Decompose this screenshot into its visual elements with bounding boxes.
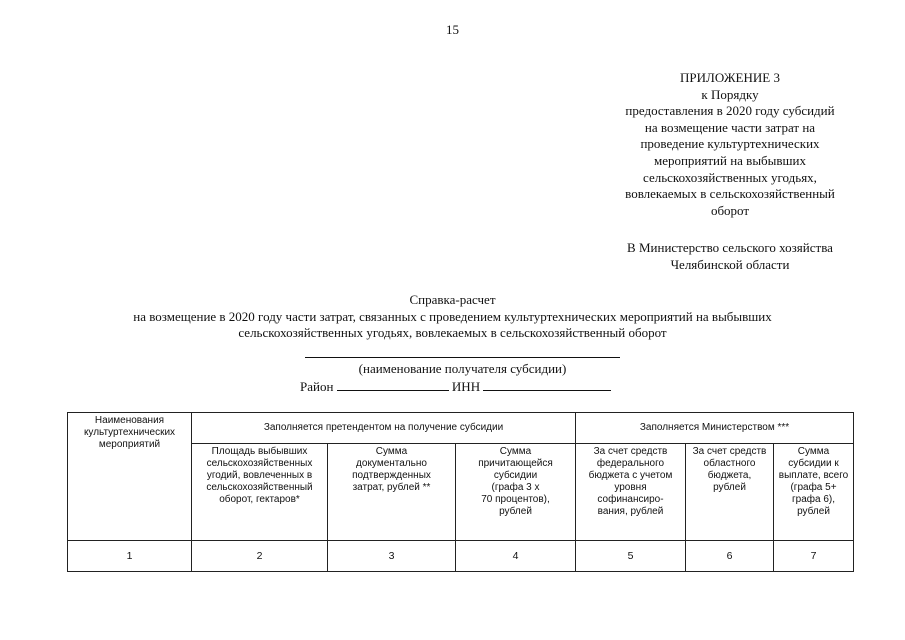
- header-cell-federal: За счет средств федерального бюджета с учетом уровня софинансиро- вания, рублей: [576, 444, 686, 541]
- recipient-name-blank[interactable]: [305, 357, 620, 358]
- column-number-cell: 7: [774, 541, 854, 572]
- column-number-cell: 6: [686, 541, 774, 572]
- header-cell-subsidy: Сумма причитающейся субсидии (графа 3 х 70 процентов), рублей: [456, 444, 576, 541]
- header-cell-regional: За счет средств областного бюджета, рублей: [686, 444, 774, 541]
- appendix-line: сельскохозяйственных угодьях,: [643, 169, 817, 185]
- district-inn-row: [300, 378, 611, 395]
- appendix-block: [560, 70, 900, 219]
- appendix-line: проведение культуртехнических: [640, 136, 820, 152]
- appendix-line: к Порядку: [701, 86, 759, 102]
- addressee-block: [560, 240, 900, 273]
- column-number-cell: 2: [192, 541, 328, 572]
- appendix-line: оборот: [710, 202, 750, 218]
- district-label: Район: [300, 379, 334, 394]
- appendix-line: на возмещение части затрат на: [644, 119, 816, 135]
- header-cell-measures: Наименования культуртехнических мероприятий: [68, 413, 192, 541]
- header-cell-costs: Сумма документально подтвержденных затрат, рублей **: [328, 444, 456, 541]
- inn-blank[interactable]: [483, 378, 611, 391]
- page-number: 15: [446, 22, 459, 37]
- appendix-line: вовлекаемых в сельскохозяйственный: [625, 186, 835, 202]
- column-number-cell: 1: [68, 541, 192, 572]
- calculation-table: [67, 412, 854, 572]
- title-heading: Справка-расчет: [409, 292, 496, 307]
- header-cell-area: Площадь выбывших сельскохозяйственных угодий, вовлеченных в сельскохозяйственный оборот, гектаров*: [192, 444, 328, 541]
- district-blank[interactable]: [337, 378, 449, 391]
- document-title: [0, 292, 905, 342]
- addressee-line: В Министерство сельского хозяйства: [627, 240, 833, 255]
- column-number-cell: 3: [328, 541, 456, 572]
- header-cell-total: Сумма субсидии к выплате, всего (графа 5+ графа 6), рублей: [774, 444, 854, 541]
- title-line: на возмещение в 2020 году части затрат, связанных с проведением культуртехнических мероприятий на выбывших: [133, 308, 772, 324]
- addressee-line: Челябинской области: [670, 256, 790, 272]
- appendix-line: предоставления в 2020 году субсидий: [625, 103, 835, 119]
- column-number-cell: 4: [456, 541, 576, 572]
- appendix-line: мероприятий на выбывших: [653, 152, 807, 168]
- group-header-ministry: Заполняется Министерством ***: [576, 413, 854, 444]
- group-header-applicant: Заполняется претендентом на получение субсидии: [192, 413, 576, 444]
- column-number-cell: 5: [576, 541, 686, 572]
- appendix-line: ПРИЛОЖЕНИЕ 3: [680, 70, 780, 85]
- recipient-caption: (наименование получателя субсидии): [358, 361, 567, 376]
- title-line: сельскохозяйственных угодьях, вовлекаемых в сельскохозяйственный оборот: [238, 325, 667, 341]
- inn-label: ИНН: [451, 379, 481, 394]
